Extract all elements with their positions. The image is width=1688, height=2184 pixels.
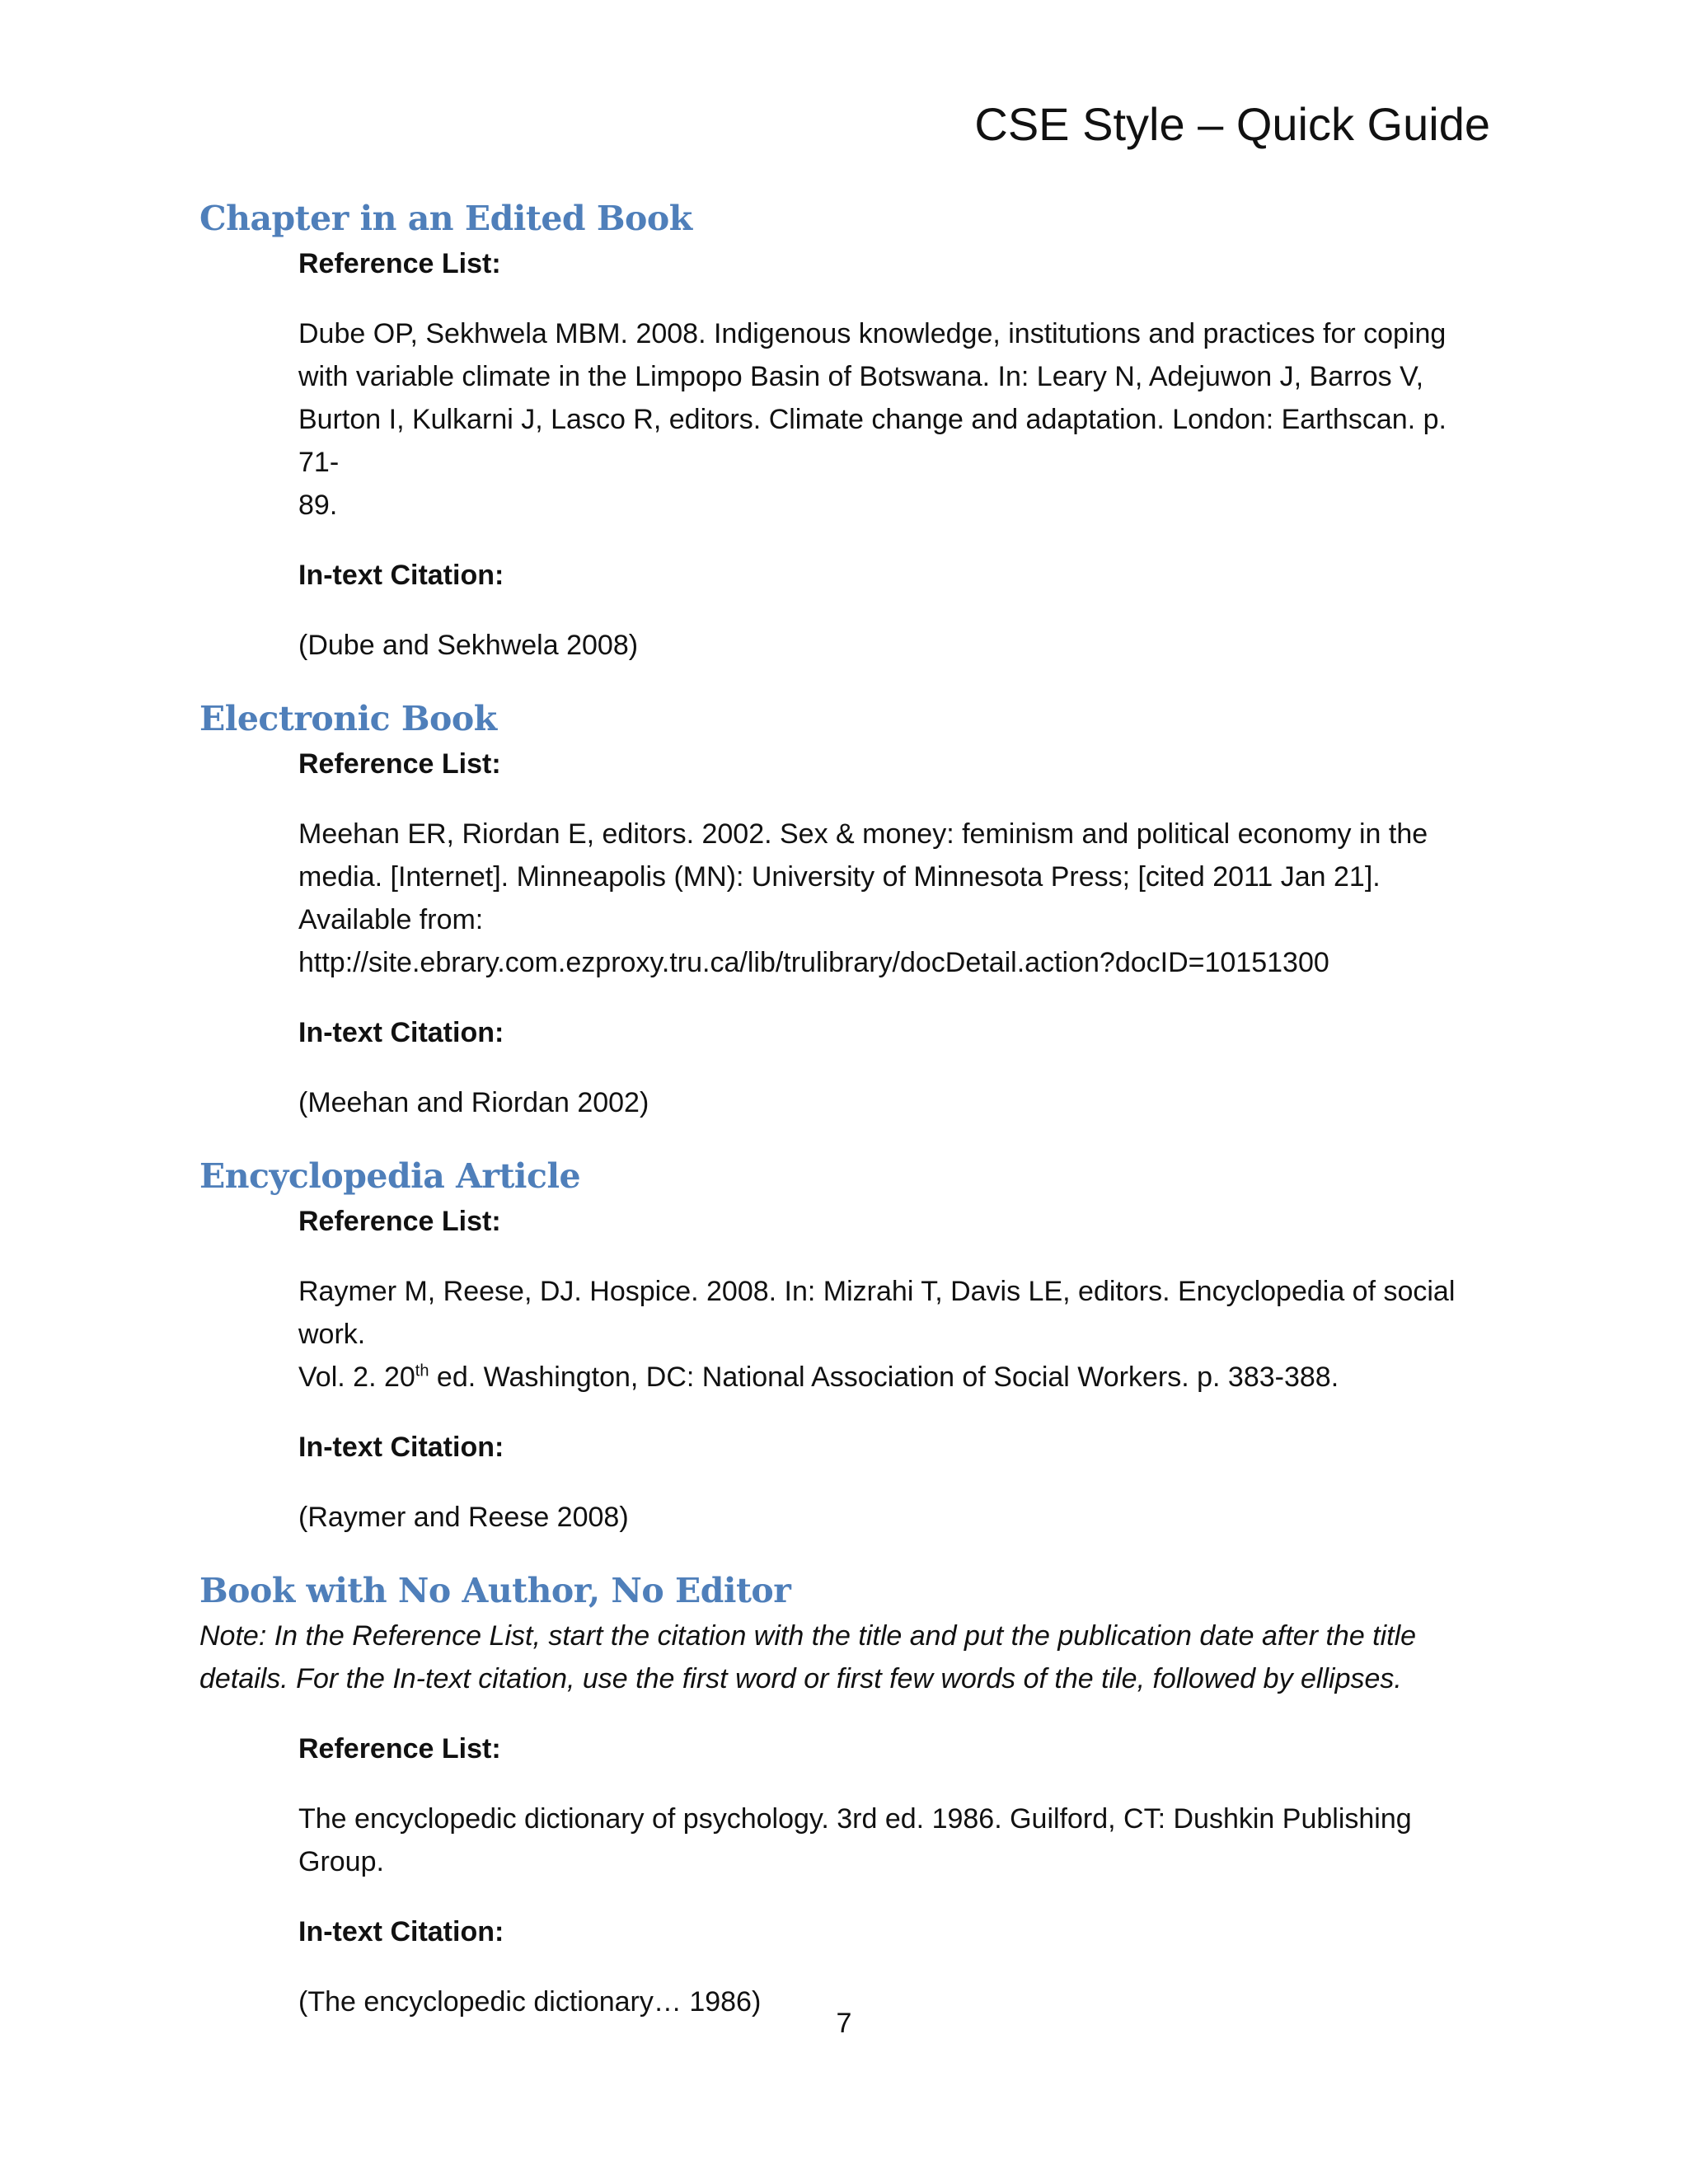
reference-list-label: Reference List: (298, 748, 501, 780)
in-text-citation-label: In-text Citation: (298, 1432, 504, 1463)
note-line: Note: In the Reference List, start the citation with the title and put the publication date after the title (199, 1620, 1417, 1652)
reference-url: http://site.ebrary.com.ezproxy.tru.ca/lib/trulibrary/docDetail.action?docID=10151300 (298, 947, 1329, 978)
in-text-citation-label: In-text Citation: (298, 1916, 504, 1947)
section-electronic-book (199, 695, 1493, 1124)
in-text-citation: (Meehan and Riordan 2002) (298, 1087, 649, 1118)
reference-line: Group. (298, 1846, 384, 1877)
in-text-citation: (Raymer and Reese 2008) (298, 1502, 629, 1533)
reference-line (298, 1356, 1493, 1399)
page-content (199, 194, 1493, 2023)
reference-line: Raymer M, Reese, DJ. Hospice. 2008. In: Mizrahi T, Davis LE, editors. Encyclopedia of social work. (298, 1276, 1456, 1350)
reference-line: 89. (298, 490, 338, 521)
in-text-citation: (The encyclopedic dictionary… 1986) (298, 1986, 762, 2018)
section-chapter-in-edited-book (199, 194, 1493, 667)
reference-line: Available from: (298, 904, 484, 935)
section-heading: Chapter in an Edited Book (199, 199, 692, 238)
reference-line: media. [Internet]. Minneapolis (MN): University of Minnesota Press; [cited 2011 Jan 21]. (298, 861, 1381, 893)
section-entry (298, 1727, 1493, 2023)
reference-text: Vol. 2. 20 (298, 1361, 415, 1393)
section-heading: Book with No Author, No Editor (199, 1571, 791, 1610)
in-text-citation-label: In-text Citation: (298, 1017, 504, 1048)
section-book-no-author (199, 1567, 1493, 2023)
section-entry (298, 242, 1493, 667)
reference-line: Meehan ER, Riordan E, editors. 2002. Sex & money: feminism and political economy in the (298, 818, 1428, 850)
note-line: details. For the In-text citation, use the first word or first few words of the tile, followed by ellipses. (199, 1663, 1402, 1694)
running-header-title: CSE Style – Quick Guide (974, 98, 1490, 150)
in-text-citation: (Dube and Sekhwela 2008) (298, 630, 639, 661)
section-encyclopedia-article (199, 1152, 1493, 1539)
page-number: 7 (836, 2008, 852, 2039)
section-heading: Electronic Book (199, 699, 497, 738)
reference-line: The encyclopedic dictionary of psychology. 3rd ed. 1986. Guilford, CT: Dushkin Publishing (298, 1803, 1412, 1835)
section-entry (298, 1200, 1493, 1539)
section-heading: Encyclopedia Article (199, 1156, 581, 1196)
reference-list-label: Reference List: (298, 1733, 501, 1765)
reference-list-label: Reference List: (298, 248, 501, 279)
in-text-citation-label: In-text Citation: (298, 560, 504, 591)
ordinal-superscript: th (415, 1361, 429, 1380)
section-entry (298, 743, 1493, 1124)
reference-line: Burton I, Kulkarni J, Lasco R, editors. Climate change and adaptation. London: Earthscan. p. 71- (298, 404, 1447, 478)
reference-list-label: Reference List: (298, 1206, 501, 1237)
reference-line: with variable climate in the Limpopo Basin of Botswana. In: Leary N, Adejuwon J, Barros V, (298, 361, 1424, 392)
reference-text: ed. Washington, DC: National Association of Social Workers. p. 383-388. (429, 1361, 1339, 1393)
reference-line: Dube OP, Sekhwela MBM. 2008. Indigenous knowledge, institutions and practices for coping (298, 318, 1447, 349)
